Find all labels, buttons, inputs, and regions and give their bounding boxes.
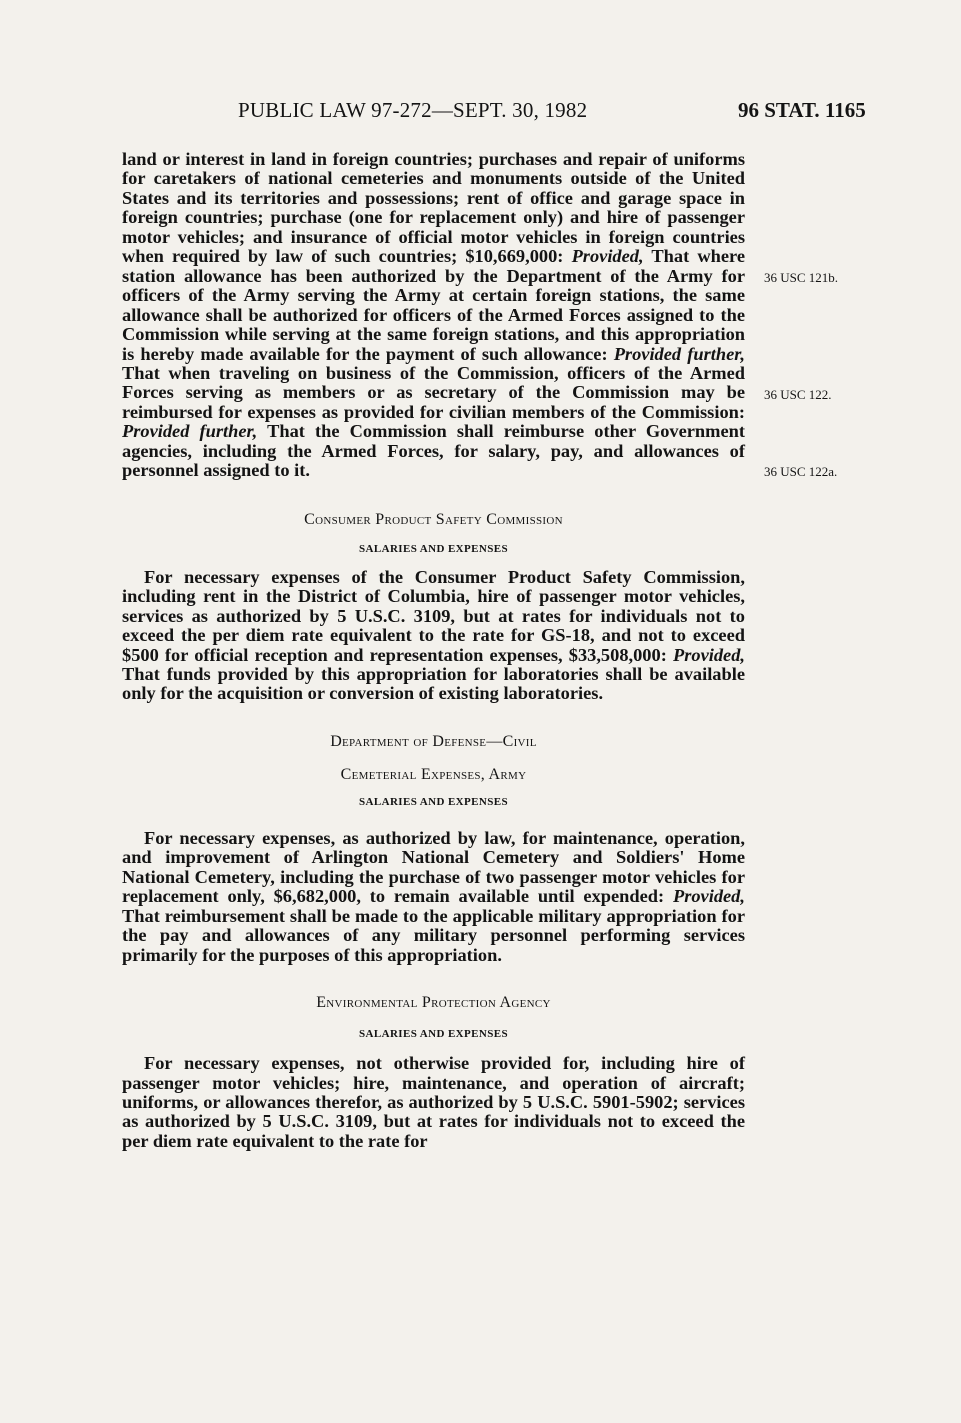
bleed-through-mark xyxy=(782,600,786,617)
subheading-epa-salaries: SALARIES AND EXPENSES xyxy=(359,1028,508,1041)
paragraph-cemetery-expenses: For necessary expenses, as authorized by law, for maintenance, operation, and improvement of Arlington National Cemetery and Soldiers' Home National Cemetery, including the purchase of two passenger motor vehicles for replacement only, $6,682,000, to remain available until expended: Provided, That reimbursement shall be made to the applicable military appropriation for the pay and allowances of any military personnel performing services primarily for the purposes of this appropriation. xyxy=(122,827,745,965)
header-stat-citation: 96 STAT. 1165 xyxy=(738,98,866,122)
heading-cpsc: Consumer Product Safety Commission xyxy=(304,510,563,528)
subheading-cemetery-salaries: SALARIES AND EXPENSES xyxy=(359,795,508,808)
paragraph-cpsc-expenses: For necessary expenses of the Consumer Product Safety Commission, including rent in the District of Columbia, hire of passenger motor vehicles, services as authorized by 5 U.S.C. 3109, but at rates for individuals not to exceed the per diem rate equivalent to the rate for GS-18, and not to exceed $500 for official reception and representation expenses, $33,508,000: Provided, That funds provided by this appropriation for laboratories shall be available only for the acquisition or conversion of existing laboratories. xyxy=(122,566,745,704)
heading-cemeterial-expenses: Cemeterial Expenses, Army xyxy=(340,765,527,783)
body-text-column xyxy=(122,150,745,1151)
heading-dod-civil: Department of Defense—Civil xyxy=(330,732,537,750)
paragraph-epa-expenses: For necessary expenses, not otherwise provided for, including hire of passenger motor vehicles; hire, maintenance, and operation of aircraft; uniforms, or allowances therefor, as authorized by 5 U.S.C. 5901-5902; services as authorized by 5 U.S.C. 3109, but at rates for individuals not to exceed the per diem rate equivalent to the rate for xyxy=(122,1053,745,1151)
paragraph-commission-expenses: land or interest in land in foreign countries; purchases and repair of uniforms for caretakers of national cemeteries and monuments outside of the United States and its territories and possessions; rent of office and garage space in foreign countries; purchase (one for replacement only) and hire of passenger motor vehicles; and insurance of official motor vehicles in foreign countries when required by law of such countries; $10,669,000: Provided, That where station allowance has been authorized by the Department of the Army for officers of the Army serving the Army at certain foreign stations, the same allowance shall be authorized for officers of the Armed Forces assigned to the Commission while serving at the same foreign stations, and this appropriation is hereby made available for the payment of such allowance: Provided further, That when traveling on business of the Commission, officers of the Armed Forces serving as members or as secretary of the Commission may be reimbursed for expenses as provided for civilian members of the Commission: Provided further, That the Commission shall reimburse other Government agencies, including the Armed Forces, for salary, pay, and allowances of personnel assigned to it. xyxy=(122,149,746,481)
header-title: PUBLIC LAW 97-272—SEPT. 30, 1982 xyxy=(238,98,588,122)
margin-citation-121b: 36 USC 121b. xyxy=(764,270,839,285)
margin-citation-122a: 36 USC 122a. xyxy=(764,464,838,479)
margin-citation-122: 36 USC 122. xyxy=(764,387,832,402)
subheading-cpsc-salaries: SALARIES AND EXPENSES xyxy=(359,542,508,555)
page-header xyxy=(0,98,961,128)
heading-epa: Environmental Protection Agency xyxy=(316,994,551,1012)
